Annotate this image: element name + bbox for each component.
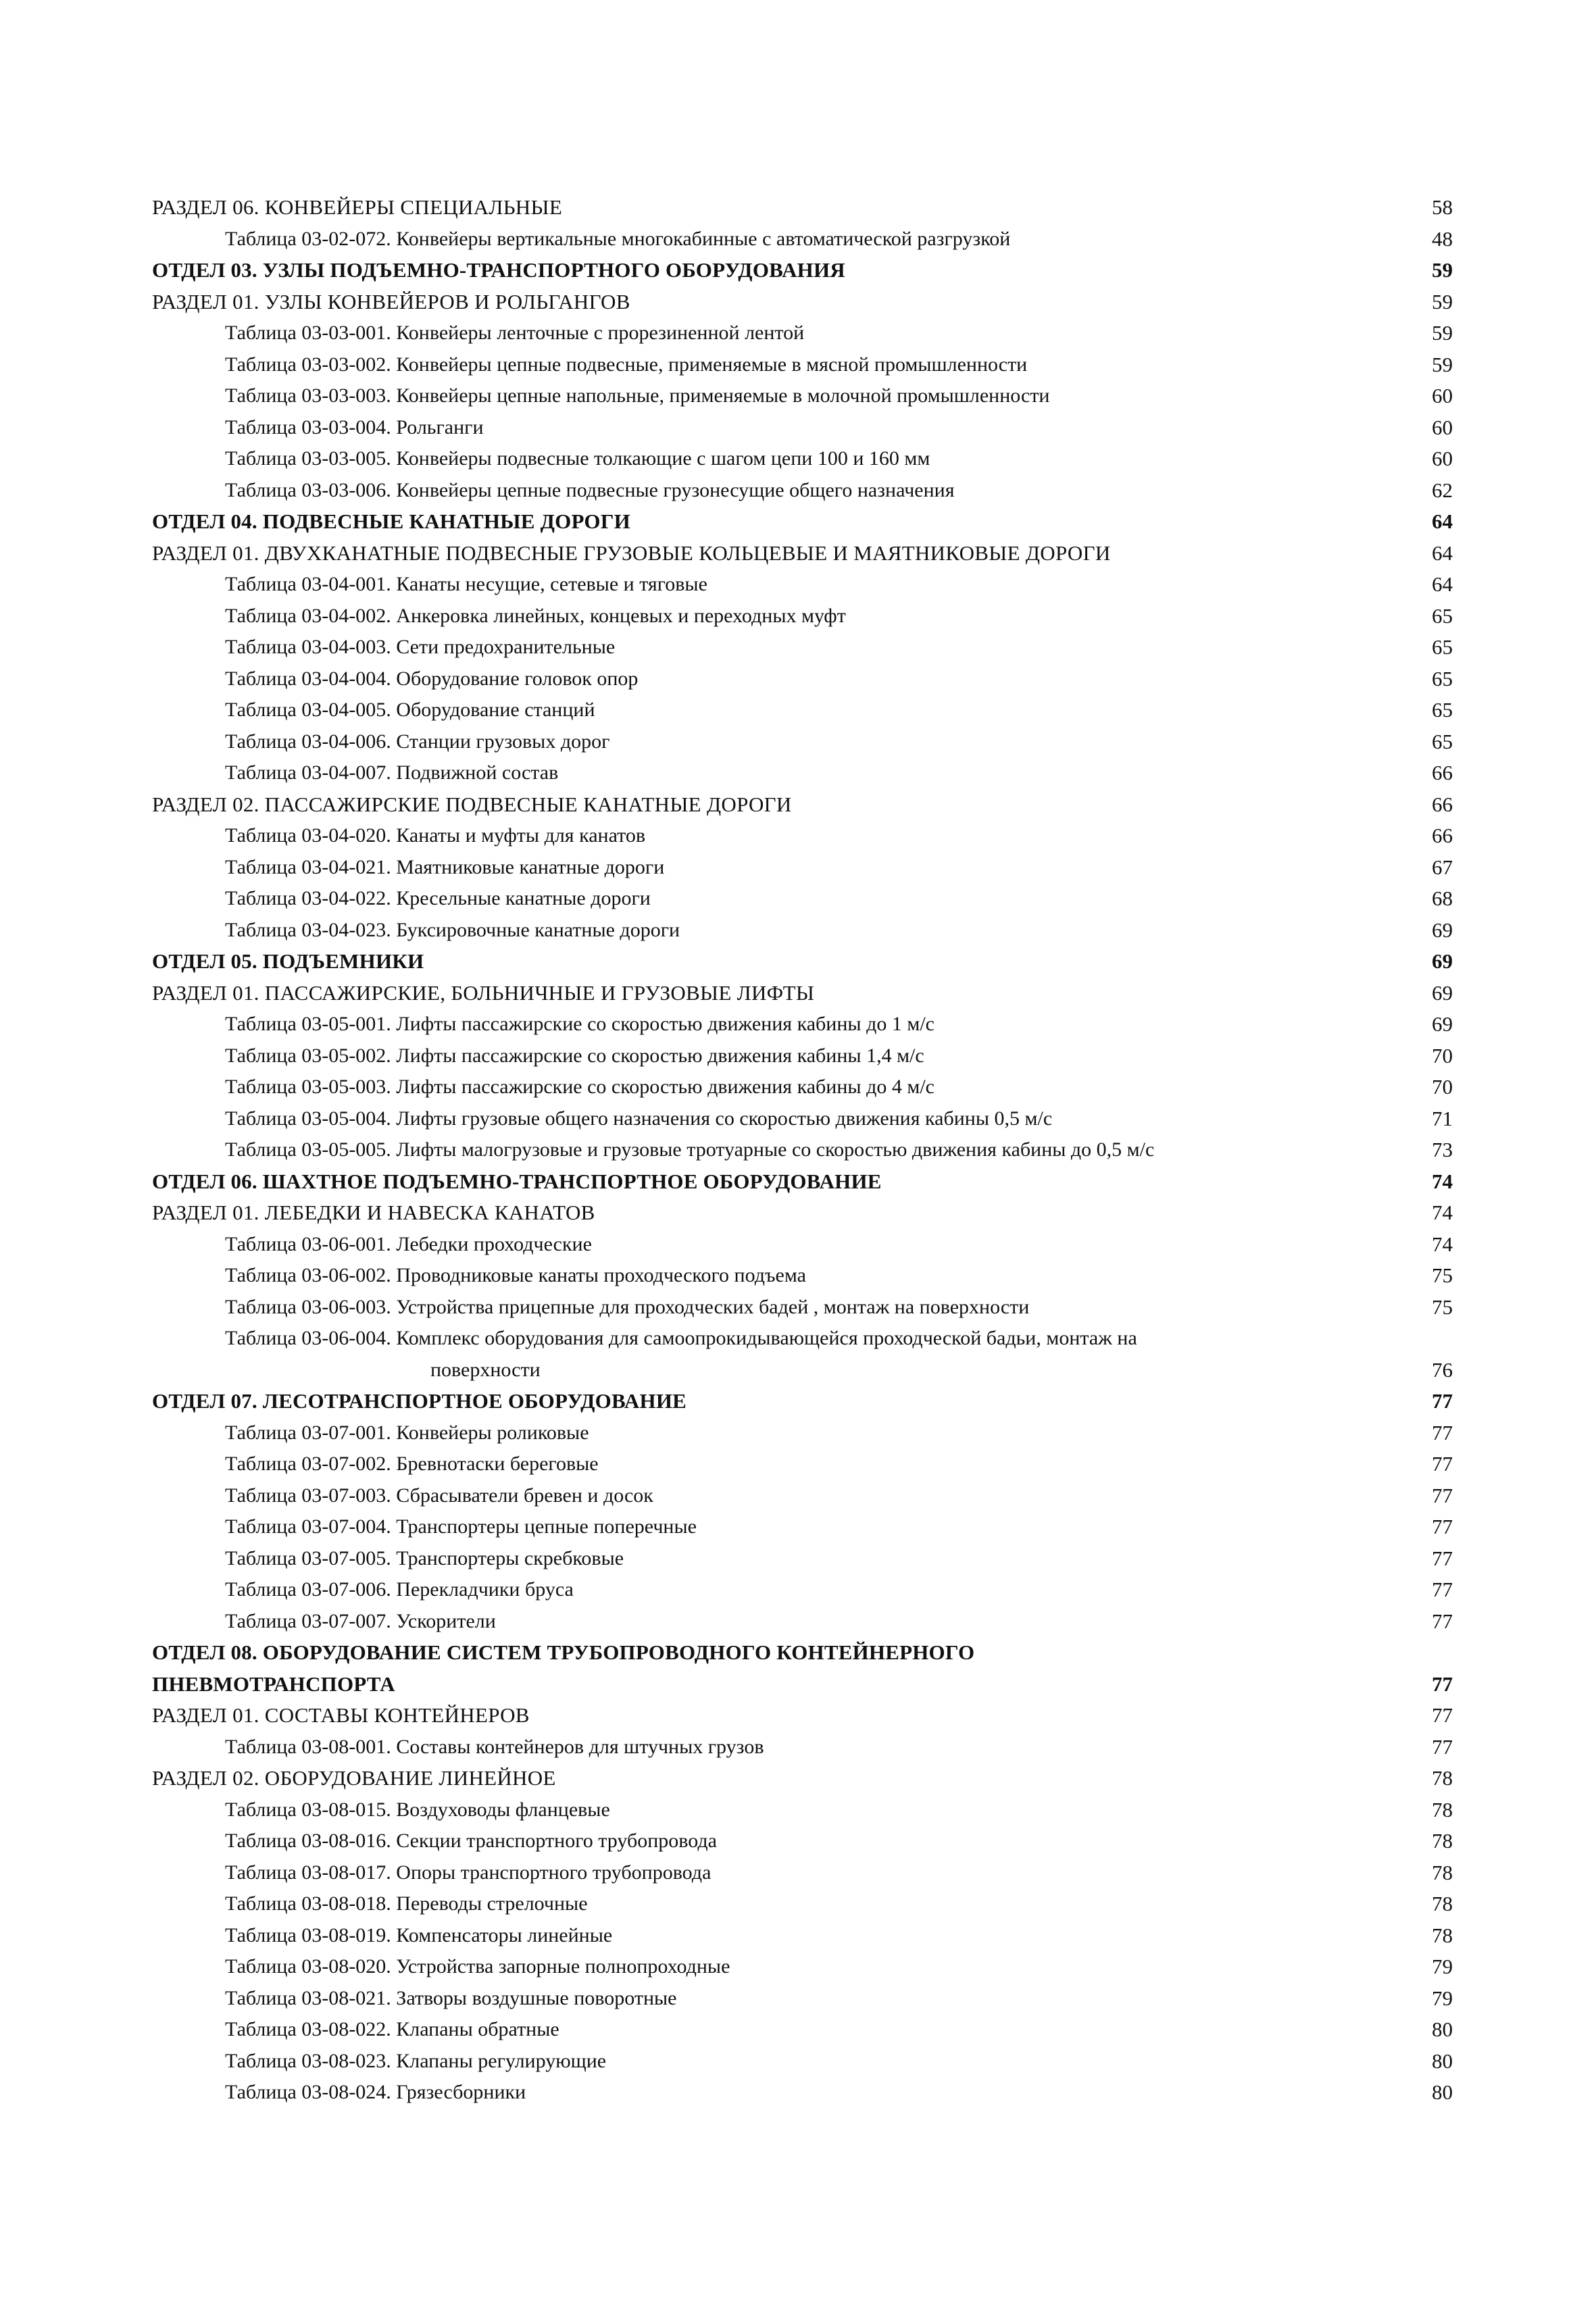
toc-entry-title: ОТДЕЛ 04. ПОДВЕСНЫЕ КАНАТНЫЕ ДОРОГИ xyxy=(152,509,630,533)
toc-entry-table xyxy=(152,412,1453,444)
toc-entry-page-number: 78 xyxy=(1432,1766,1453,1790)
toc-entry-title: Таблица 03-05-002. Лифты пассажирские со скоростью движения кабины 1,4 м/с xyxy=(225,1044,924,1067)
toc-entry-page-number: 60 xyxy=(1432,384,1453,407)
toc-entry-page-number: 77 xyxy=(1432,1703,1453,1727)
toc-entry-table xyxy=(152,1983,1453,2015)
toc-entry-page-number: 64 xyxy=(1432,540,1453,565)
toc-entry-table xyxy=(152,1543,1453,1575)
toc-entry-title: РАЗДЕЛ 01. ДВУХКАНАТНЫЕ ПОДВЕСНЫЕ ГРУЗОВЫЕ КОЛЬЦЕВЫЕ И МАЯТНИКОВЫЕ ДОРОГИ xyxy=(152,540,1111,565)
toc-entry-page-number: 70 xyxy=(1432,1075,1453,1099)
toc-entry-otdel xyxy=(152,506,1453,538)
toc-entry-title: Таблица 03-05-001. Лифты пассажирские со скоростью движения кабины до 1 м/с xyxy=(225,1013,934,1035)
toc-entry-page-number: 77 xyxy=(1432,1420,1453,1444)
toc-entry-title: ОТДЕЛ 07. ЛЕСОТРАНСПОРТНОЕ ОБОРУДОВАНИЕ xyxy=(152,1389,687,1413)
toc-entry-table xyxy=(152,349,1453,381)
toc-entry-table xyxy=(152,1794,1453,1826)
toc-entry-page-number: 77 xyxy=(1432,1609,1453,1633)
toc-entry-table xyxy=(152,820,1453,852)
toc-entry-razdel xyxy=(152,978,1453,1009)
toc-entry-title: Таблица 03-07-002. Бревнотаски береговые xyxy=(225,1453,599,1475)
toc-entry-page-number: 71 xyxy=(1432,1106,1453,1130)
toc-entry-table xyxy=(152,1951,1453,1983)
toc-entry-page-number: 78 xyxy=(1432,1797,1453,1821)
toc-entry-page-number: 79 xyxy=(1432,1955,1453,1978)
toc-entry-table xyxy=(152,695,1453,726)
toc-entry-page-number: 77 xyxy=(1432,1389,1453,1413)
toc-entry-title: Таблица 03-03-004. Рольганги xyxy=(225,416,484,438)
toc-entry-page-number: 69 xyxy=(1432,949,1453,973)
toc-entry-title: Таблица 03-03-006. Конвейеры цепные подвесные грузонесущие общего назначения xyxy=(225,478,955,501)
toc-entry-table xyxy=(152,1229,1453,1261)
toc-entry-page-number: 78 xyxy=(1432,1860,1453,1884)
toc-entry-title: Таблица 03-07-003. Сбрасыватели бревен и досок xyxy=(225,1484,653,1507)
toc-entry-page-number: 77 xyxy=(1432,1734,1453,1759)
toc-entry-title: Таблица 03-04-005. Оборудование станций xyxy=(225,699,595,721)
toc-entry-table xyxy=(152,1134,1453,1166)
toc-entry-table xyxy=(152,443,1453,475)
toc-entry-title: Таблица 03-03-003. Конвейеры цепные напольные, применяемые в молочной промышленности xyxy=(225,384,1050,407)
toc-entry-table xyxy=(152,1480,1453,1512)
toc-entry-title: Таблица 03-03-001. Конвейеры ленточные с прорезиненной лентой xyxy=(225,322,805,344)
toc-entry-page-number: 73 xyxy=(1432,1138,1453,1161)
toc-entry-table xyxy=(152,380,1453,412)
toc-entry-title: Таблица 03-08-023. Клапаны регулирующие xyxy=(225,2049,607,2072)
toc-entry-table xyxy=(152,757,1453,789)
toc-entry-title-line1: ОТДЕЛ 08. ОБОРУДОВАНИЕ СИСТЕМ ТРУБОПРОВОДНОГО КОНТЕЙНЕРНОГО xyxy=(152,1640,975,1664)
toc-entry-title: Таблица 03-08-021. Затворы воздушные поворотные xyxy=(225,1986,677,2009)
toc-entry-title: Таблица 03-08-019. Компенсаторы линейные xyxy=(225,1923,613,1946)
toc-entry-page-number: 65 xyxy=(1432,698,1453,722)
toc-entry-title: Таблица 03-02-072. Конвейеры вертикальные многокабинные с автоматической разгрузкой xyxy=(225,227,1011,250)
toc-entry-title: Таблица 03-07-007. Ускорители xyxy=(225,1609,496,1632)
toc-entry-title: РАЗДЕЛ 01. СОСТАВЫ КОНТЕЙНЕРОВ xyxy=(152,1703,530,1727)
toc-entry-page-number: 77 xyxy=(1432,1452,1453,1476)
toc-entry-page-number: 78 xyxy=(1432,1892,1453,1915)
toc-entry-table xyxy=(152,318,1453,349)
toc-entry-page-number: 59 xyxy=(1432,289,1453,313)
toc-entry-title: Таблица 03-04-006. Станции грузовых дорог xyxy=(225,730,610,753)
toc-entry-title-continuation: ПНЕВМОТРАНСПОРТА xyxy=(152,1671,395,1696)
toc-entry-title: Таблица 03-06-001. Лебедки проходческие xyxy=(225,1232,592,1255)
toc-entry-page-number: 77 xyxy=(1432,1483,1453,1507)
toc-entry-page-number: 76 xyxy=(1432,1357,1453,1382)
toc-entry-table xyxy=(152,1920,1453,1952)
toc-entry-table xyxy=(152,1417,1453,1449)
toc-entry-title: Таблица 03-08-024. Грязесборники xyxy=(225,2081,526,2103)
toc-entry-title: Таблица 03-05-003. Лифты пассажирские со скоростью движения кабины до 4 м/с xyxy=(225,1076,934,1098)
toc-entry-table xyxy=(152,852,1453,884)
toc-entry-page-number: 74 xyxy=(1432,1169,1453,1193)
toc-entry-table xyxy=(152,2046,1453,2078)
toc-entry-page-number: 64 xyxy=(1432,572,1453,596)
toc-entry-page-number: 68 xyxy=(1432,886,1453,910)
toc-entry-page-number: 80 xyxy=(1432,2048,1453,2073)
toc-entry-title: Таблица 03-08-001. Составы контейнеров для штучных грузов xyxy=(225,1735,764,1758)
toc-entry-table xyxy=(152,1040,1453,1072)
toc-entry-table xyxy=(152,2014,1453,2046)
toc-entry-title: Таблица 03-08-018. Переводы стрелочные xyxy=(225,1892,588,1915)
toc-entry-page-number: 48 xyxy=(1432,226,1453,251)
toc-entry-title: Таблица 03-05-004. Лифты грузовые общего назначения со скоростью движения кабины 0,5 м/с xyxy=(225,1107,1053,1130)
toc-entry-page-number: 65 xyxy=(1432,603,1453,628)
toc-entry-title: Таблица 03-03-005. Конвейеры подвесные толкающие с шагом цепи 100 и 160 мм xyxy=(225,447,930,470)
toc-entry-page-number: 69 xyxy=(1432,1012,1453,1036)
toc-entry-razdel xyxy=(152,1197,1453,1229)
toc-entry-title: Таблица 03-07-005. Транспортеры скребковые xyxy=(225,1546,624,1569)
toc-entry-page-number: 64 xyxy=(1432,509,1453,533)
toc-entry-page-number: 79 xyxy=(1432,1986,1453,2010)
toc-entry-page-number: 69 xyxy=(1432,917,1453,942)
toc-entry-title: Таблица 03-03-002. Конвейеры цепные подвесные, применяемые в мясной промышленности xyxy=(225,353,1028,376)
toc-entry-title xyxy=(152,1637,1301,1700)
toc-entry-otdel xyxy=(152,1166,1453,1198)
toc-entry-title: ОТДЕЛ 03. УЗЛЫ ПОДЪЕМНО-ТРАНСПОРТНОГО ОБОРУДОВАНИЯ xyxy=(152,258,845,282)
toc-entry-title: Таблица 03-04-007. Подвижной состав xyxy=(225,761,559,784)
toc-entry-page-number: 77 xyxy=(1432,1578,1453,1601)
toc-entry-razdel xyxy=(152,1763,1453,1794)
toc-entry-title: Таблица 03-05-005. Лифты малогрузовые и грузовые тротуарные со скоростью движения кабины до 0,5 м/с xyxy=(225,1138,1155,1161)
toc-entry-page-number: 65 xyxy=(1432,635,1453,659)
toc-entry-page-number: 70 xyxy=(1432,1043,1453,1067)
toc-entry-razdel xyxy=(152,1700,1453,1732)
toc-entry-page-number: 78 xyxy=(1432,1923,1453,1947)
toc-entry-page-number: 66 xyxy=(1432,792,1453,816)
toc-entry-title: Таблица 03-04-001. Канаты несущие, сетевые и тяговые xyxy=(225,573,707,595)
toc-entry-title: Таблица 03-04-003. Сети предохранительные xyxy=(225,636,616,658)
toc-entry-title: ОТДЕЛ 06. ШАХТНОЕ ПОДЪЕМНО-ТРАНСПОРТНОЕ ОБОРУДОВАНИЕ xyxy=(152,1169,882,1193)
toc-entry-title: Таблица 03-06-003. Устройства прицепные для проходческих бадей , монтаж на поверхности xyxy=(225,1295,1030,1318)
toc-entry-page-number: 59 xyxy=(1432,352,1453,376)
toc-entry-otdel xyxy=(152,946,1453,978)
toc-entry-title: Таблица 03-08-015. Воздуховоды фланцевые xyxy=(225,1798,610,1821)
toc-entry-page-number: 75 xyxy=(1432,1294,1453,1319)
toc-entry-razdel xyxy=(152,789,1453,821)
toc-entry-title: Таблица 03-08-022. Клапаны обратные xyxy=(225,2018,559,2040)
toc-entry-page-number: 74 xyxy=(1432,1232,1453,1256)
toc-entry-title: Таблица 03-04-021. Маятниковые канатные дороги xyxy=(225,855,665,878)
toc-entry-page-number: 80 xyxy=(1432,2017,1453,2041)
toc-entry-otdel xyxy=(152,1637,1453,1700)
toc-entry-page-number: 78 xyxy=(1432,1829,1453,1853)
toc-entry-title: Таблица 03-06-002. Проводниковые канаты проходческого подъема xyxy=(225,1264,806,1286)
toc-entry-page-number: 69 xyxy=(1432,980,1453,1005)
toc-entry-title: Таблица 03-04-023. Буксировочные канатные дороги xyxy=(225,918,680,941)
toc-entry-page-number: 62 xyxy=(1432,478,1453,502)
toc-entry-page-number: 77 xyxy=(1432,1671,1453,1696)
toc-entry-title: РАЗДЕЛ 02. ОБОРУДОВАНИЕ ЛИНЕЙНОЕ xyxy=(152,1766,556,1790)
toc-entry-table xyxy=(152,1260,1453,1292)
toc-entry-page-number: 67 xyxy=(1432,855,1453,879)
toc-entry-page-number: 75 xyxy=(1432,1263,1453,1287)
toc-entry-title: Таблица 03-08-017. Опоры транспортного трубопровода xyxy=(225,1861,712,1884)
toc-entry-page-number: 66 xyxy=(1432,761,1453,784)
toc-entry-title: Таблица 03-08-016. Секции транспортного трубопровода xyxy=(225,1830,717,1852)
toc-entry-title: Таблица 03-04-002. Анкеровка линейных, концевых и переходных муфт xyxy=(225,604,846,627)
toc-entry-razdel xyxy=(152,192,1453,224)
toc-entry-razdel xyxy=(152,286,1453,318)
toc-entry-table xyxy=(152,1009,1453,1040)
toc-entry-table xyxy=(152,1888,1453,1920)
toc-entry-table xyxy=(152,224,1453,255)
toc-entry-table xyxy=(152,915,1453,947)
toc-entry-otdel xyxy=(152,1386,1453,1417)
toc-entry-page-number: 66 xyxy=(1432,824,1453,847)
toc-entry-page-number: 60 xyxy=(1432,447,1453,470)
toc-entry-table xyxy=(152,1072,1453,1103)
toc-entry-table xyxy=(152,663,1453,695)
toc-entry-title: Таблица 03-04-004. Оборудование головок опор xyxy=(225,667,639,690)
toc-entry-table xyxy=(152,601,1453,632)
toc-entry-title: РАЗДЕЛ 01. ЛЕБЕДКИ И НАВЕСКА КАНАТОВ xyxy=(152,1201,595,1224)
toc-entry-table xyxy=(152,1103,1453,1135)
toc-entry-page-number: 59 xyxy=(1432,321,1453,345)
toc-entry-otdel xyxy=(152,255,1453,286)
toc-entry-title: Таблица 03-07-006. Перекладчики бруса xyxy=(225,1578,574,1601)
toc-entry-table xyxy=(152,1574,1453,1606)
toc-entry-title: Таблица 03-06-004. Комплекс оборудования для самоопрокидывающейся проходческой бадьи, монтаж на xyxy=(225,1327,1137,1349)
toc-entry-title: РАЗДЕЛ 06. КОНВЕЙЕРЫ СПЕЦИАЛЬНЫЕ xyxy=(152,195,563,219)
toc-entry-title: Таблица 03-04-020. Канаты и муфты для канатов xyxy=(225,824,646,847)
toc-entry-page-number: 60 xyxy=(1432,415,1453,439)
toc-entry-page-number: 59 xyxy=(1432,258,1453,282)
toc-entry-table xyxy=(152,1323,1453,1386)
toc-entry-title: Таблица 03-04-022. Кресельные канатные дороги xyxy=(225,887,651,909)
toc-entry-title: РАЗДЕЛ 01. ПАССАЖИРСКИЕ, БОЛЬНИЧНЫЕ И ГРУЗОВЫЕ ЛИФТЫ xyxy=(152,980,815,1005)
toc-entry-table xyxy=(152,2077,1453,2109)
toc-entry-table xyxy=(152,1449,1453,1480)
toc-entry-razdel xyxy=(152,538,1453,570)
toc-entry-table xyxy=(152,1732,1453,1763)
toc-entry-title: РАЗДЕЛ 02. ПАССАЖИРСКИЕ ПОДВЕСНЫЕ КАНАТНЫЕ ДОРОГИ xyxy=(152,792,792,816)
toc-entry-page-number: 77 xyxy=(1432,1515,1453,1538)
toc-entry-title: Таблица 03-07-001. Конвейеры роликовые xyxy=(225,1421,589,1444)
toc-entry-table xyxy=(152,883,1453,915)
toc-entry-page-number: 65 xyxy=(1432,666,1453,690)
toc-entry-title: ОТДЕЛ 05. ПОДЪЕМНИКИ xyxy=(152,949,424,973)
toc-entry-title: Таблица 03-07-004. Транспортеры цепные поперечные xyxy=(225,1515,697,1538)
toc-entry-title-continuation: поверхности xyxy=(430,1358,541,1381)
toc-entry-table xyxy=(152,569,1453,601)
toc-entry-table xyxy=(152,632,1453,663)
toc-entry-page-number: 80 xyxy=(1432,2080,1453,2104)
toc-entry-page-number: 74 xyxy=(1432,1201,1453,1224)
table-of-contents xyxy=(152,192,1453,2109)
toc-entry-title: Таблица 03-08-020. Устройства запорные полнопроходные xyxy=(225,1955,730,1978)
toc-entry-table xyxy=(152,1292,1453,1324)
toc-entry-table xyxy=(152,726,1453,758)
toc-entry-title: РАЗДЕЛ 01. УЗЛЫ КОНВЕЙЕРОВ И РОЛЬГАНГОВ xyxy=(152,289,630,313)
toc-entry-page-number: 58 xyxy=(1432,195,1453,219)
toc-entry-table xyxy=(152,475,1453,507)
toc-entry-table xyxy=(152,1511,1453,1543)
toc-entry-table xyxy=(152,1826,1453,1857)
toc-entry-table xyxy=(152,1857,1453,1889)
toc-entry-page-number: 77 xyxy=(1432,1546,1453,1570)
toc-entry-page-number: 65 xyxy=(1432,729,1453,753)
toc-entry-table xyxy=(152,1606,1453,1638)
